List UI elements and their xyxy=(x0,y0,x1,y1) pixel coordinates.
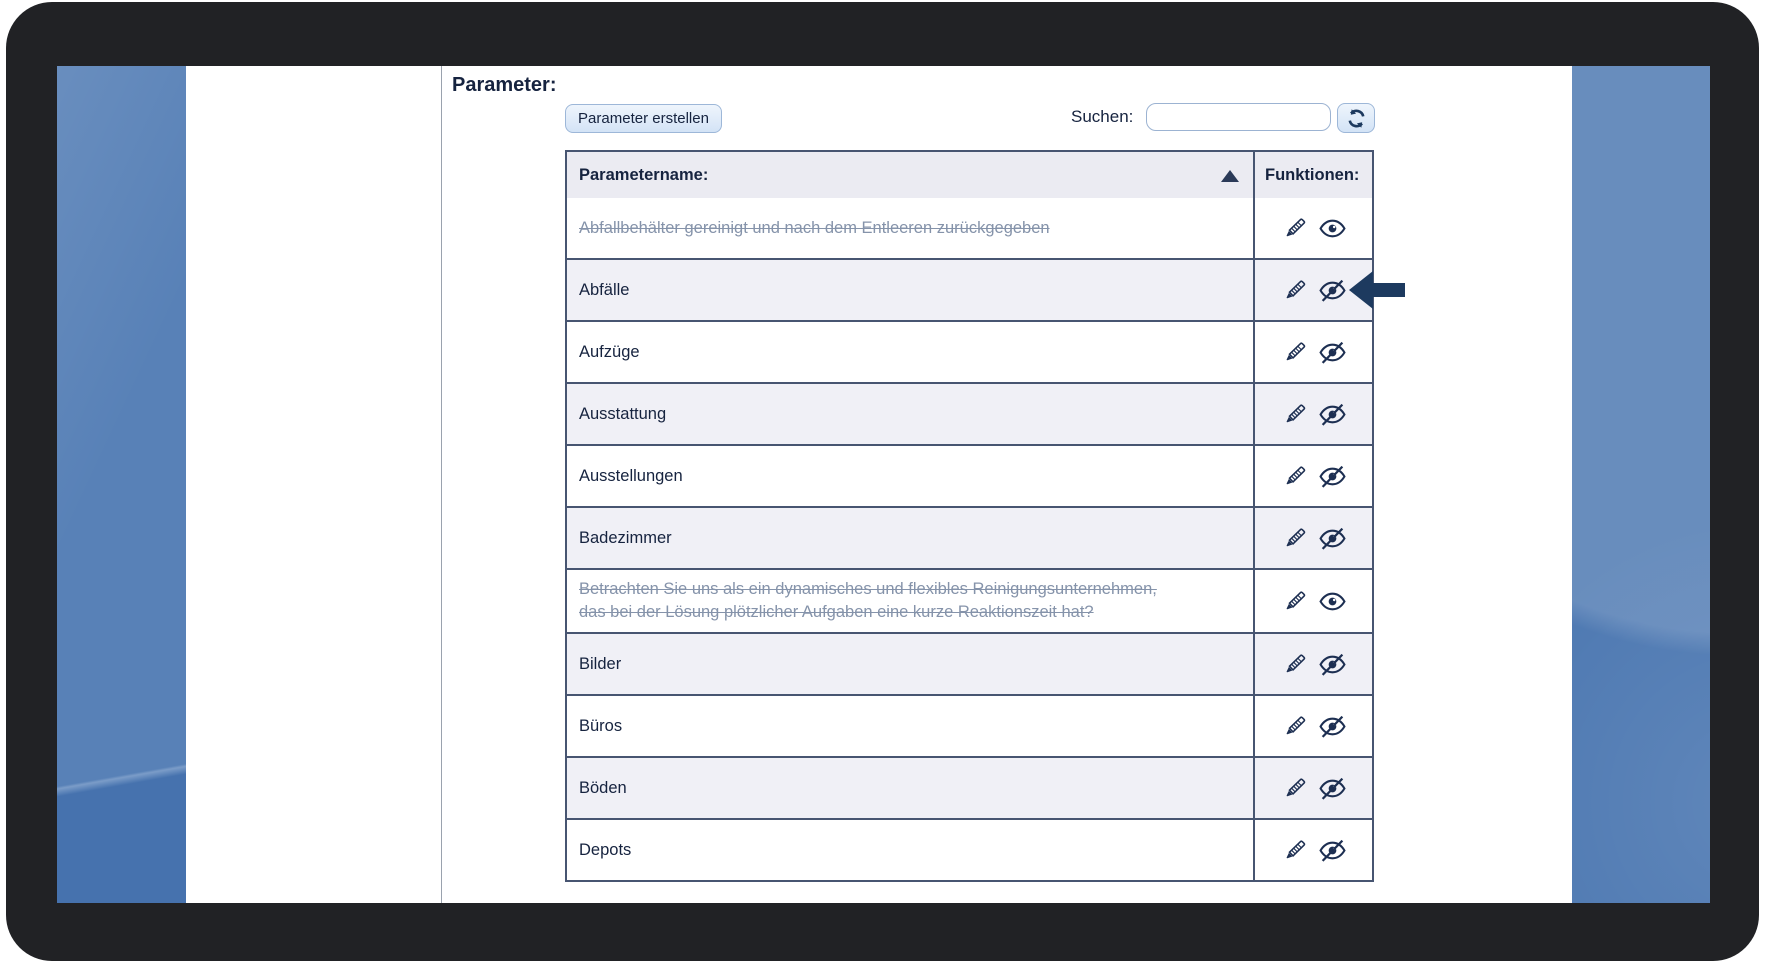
functions-cell xyxy=(1255,384,1372,444)
pencil-icon xyxy=(1282,526,1307,551)
browser-viewport xyxy=(57,66,1710,903)
parameter-name-cell xyxy=(567,508,1255,568)
functions-cell xyxy=(1255,260,1372,320)
parameter-name-cell xyxy=(567,570,1255,632)
toggle-visibility-button[interactable] xyxy=(1319,527,1346,550)
parameter-name: Betrachten Sie uns als ein dynamisches und flexibles Reinigungsunternehmen, das bei der Lösung plötzlicher Aufgaben eine kurze Reaktionszeit hat? xyxy=(579,580,1157,621)
eye-slash-icon xyxy=(1319,403,1346,426)
toggle-visibility-button[interactable] xyxy=(1319,777,1346,800)
parameter-table xyxy=(565,150,1374,882)
background-panel-right xyxy=(1572,66,1710,903)
pencil-icon xyxy=(1282,402,1307,427)
content-divider-line xyxy=(441,66,442,903)
edit-button[interactable] xyxy=(1282,838,1307,863)
functions-cell xyxy=(1255,758,1372,818)
pointer-arrow xyxy=(1349,271,1405,309)
column-header-parametername[interactable]: Parametername: xyxy=(567,152,1255,198)
parameter-name: Ausstattung xyxy=(579,404,667,423)
parameter-name-cell xyxy=(567,384,1255,444)
pencil-icon xyxy=(1282,589,1307,614)
parameter-name-cell xyxy=(567,634,1255,694)
parameter-name: Badezimmer xyxy=(579,528,672,547)
table-row xyxy=(567,382,1372,444)
parameter-name: Böden xyxy=(579,778,627,797)
search-input[interactable] xyxy=(1146,103,1331,131)
edit-button[interactable] xyxy=(1282,216,1307,241)
table-row xyxy=(567,320,1372,382)
page-title: Parameter: xyxy=(452,74,557,96)
parameter-name-cell xyxy=(567,198,1255,258)
eye-slash-icon xyxy=(1319,341,1346,364)
edit-button[interactable] xyxy=(1282,526,1307,551)
parameter-name-cell xyxy=(567,322,1255,382)
edit-button[interactable] xyxy=(1282,714,1307,739)
sort-ascending-icon xyxy=(1221,170,1239,182)
toggle-visibility-button[interactable] xyxy=(1319,219,1346,238)
table-row xyxy=(567,756,1372,818)
parameter-name: Abfälle xyxy=(579,280,630,299)
toggle-visibility-button[interactable] xyxy=(1319,403,1346,426)
edit-button[interactable] xyxy=(1282,278,1307,303)
eye-slash-icon xyxy=(1319,715,1346,738)
eye-slash-icon xyxy=(1319,527,1346,550)
edit-button[interactable] xyxy=(1282,464,1307,489)
toggle-visibility-button[interactable] xyxy=(1319,715,1346,738)
table-row xyxy=(567,818,1372,880)
functions-cell xyxy=(1255,322,1372,382)
create-parameter-button[interactable]: Parameter erstellen xyxy=(565,104,722,133)
edit-button[interactable] xyxy=(1282,589,1307,614)
background-panel-left xyxy=(57,66,186,903)
toggle-visibility-button[interactable] xyxy=(1319,592,1346,611)
toggle-visibility-button[interactable] xyxy=(1319,341,1346,364)
parameter-name: Büros xyxy=(579,716,623,735)
toggle-visibility-button[interactable] xyxy=(1319,839,1346,862)
parameter-name: Aufzüge xyxy=(579,342,640,361)
search-label: Suchen: xyxy=(1071,107,1134,126)
table-row xyxy=(567,198,1372,258)
eye-slash-icon xyxy=(1319,653,1346,676)
table-row xyxy=(567,444,1372,506)
edit-button[interactable] xyxy=(1282,402,1307,427)
table-row xyxy=(567,694,1372,756)
functions-cell xyxy=(1255,696,1372,756)
pencil-icon xyxy=(1282,838,1307,863)
toggle-visibility-button[interactable] xyxy=(1319,653,1346,676)
edit-button[interactable] xyxy=(1282,340,1307,365)
table-row xyxy=(567,506,1372,568)
eye-slash-icon xyxy=(1319,839,1346,862)
functions-cell xyxy=(1255,198,1372,258)
pencil-icon xyxy=(1282,776,1307,801)
eye-slash-icon xyxy=(1319,777,1346,800)
parameter-name: Ausstellungen xyxy=(579,466,683,485)
functions-cell xyxy=(1255,446,1372,506)
eye-open-icon xyxy=(1319,592,1346,611)
parameter-name-cell xyxy=(567,758,1255,818)
parameter-name-cell xyxy=(567,260,1255,320)
parameter-name: Depots xyxy=(579,840,632,859)
eye-slash-icon xyxy=(1319,465,1346,488)
table-header-row xyxy=(567,152,1372,198)
parameter-name: Bilder xyxy=(579,654,622,673)
refresh-button[interactable] xyxy=(1337,103,1375,133)
pencil-icon xyxy=(1282,340,1307,365)
table-row xyxy=(567,632,1372,694)
table-row xyxy=(567,258,1372,320)
parameter-name-cell xyxy=(567,446,1255,506)
refresh-icon xyxy=(1346,108,1367,129)
functions-cell xyxy=(1255,570,1372,632)
pencil-icon xyxy=(1282,714,1307,739)
parameter-name: Abfallbehälter gereinigt und nach dem Entleeren zurückgegeben xyxy=(579,218,1050,237)
pencil-icon xyxy=(1282,652,1307,677)
pencil-icon xyxy=(1282,278,1307,303)
toggle-visibility-button[interactable] xyxy=(1319,279,1346,302)
functions-cell xyxy=(1255,634,1372,694)
eye-open-icon xyxy=(1319,219,1346,238)
pencil-icon xyxy=(1282,216,1307,241)
column-header-funktionen: Funktionen: xyxy=(1265,165,1360,184)
parameter-name-cell xyxy=(567,820,1255,880)
toggle-visibility-button[interactable] xyxy=(1319,465,1346,488)
edit-button[interactable] xyxy=(1282,652,1307,677)
functions-cell xyxy=(1255,820,1372,880)
device-bezel xyxy=(6,2,1759,961)
edit-button[interactable] xyxy=(1282,776,1307,801)
functions-cell xyxy=(1255,508,1372,568)
pencil-icon xyxy=(1282,464,1307,489)
table-row xyxy=(567,568,1372,632)
eye-slash-icon xyxy=(1319,279,1346,302)
parameter-name-cell xyxy=(567,696,1255,756)
